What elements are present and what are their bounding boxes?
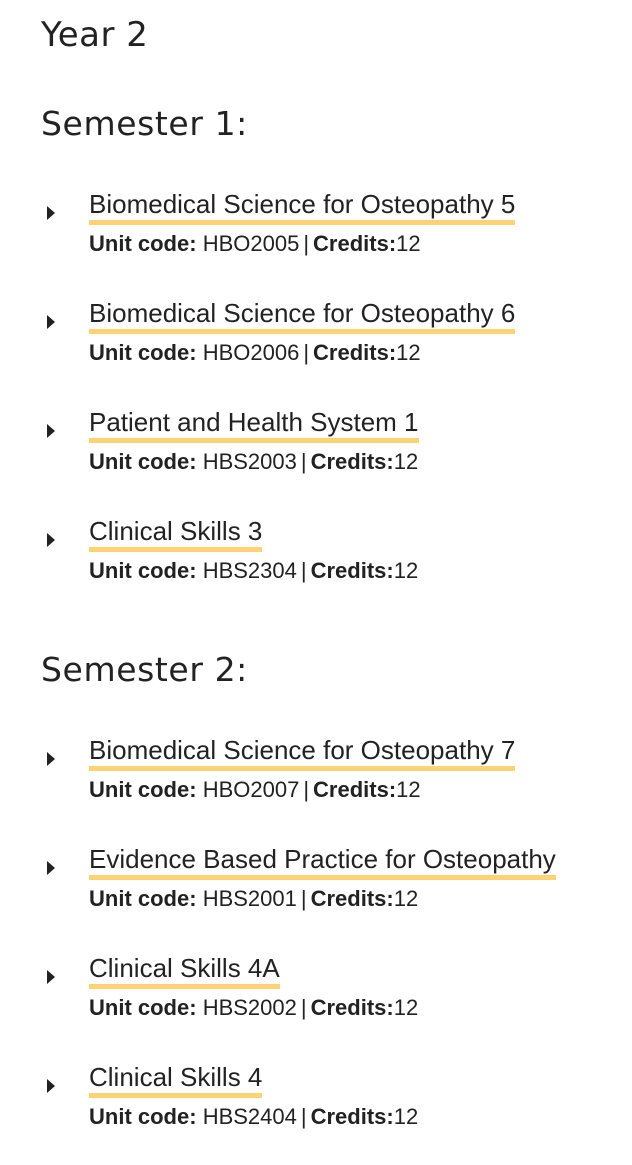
unit-item [0,298,632,401]
unit-link[interactable]: Biomedical Science for Osteopathy 5 [89,188,515,225]
caret-right-icon[interactable] [47,424,55,438]
unit-code-label: Unit code: [89,995,197,1020]
unit-code-value: HBO2006 [202,340,300,365]
unit-link[interactable]: Patient and Health System 1 [89,406,419,443]
unit-code-label: Unit code: [89,558,197,583]
unit-meta [89,1103,418,1131]
unit-item [0,735,632,838]
unit-meta [89,448,418,476]
credits-value: 12 [393,886,419,911]
unit-item [0,516,632,619]
credits-label: Credits: [310,558,394,583]
credits-label: Credits: [310,1104,394,1129]
unit-code-label: Unit code: [89,231,197,256]
unit-code-label: Unit code: [89,340,197,365]
unit-link[interactable]: Biomedical Science for Osteopathy 7 [89,734,515,771]
unit-link[interactable]: Clinical Skills 4 [89,1061,262,1098]
unit-code-value: HBS2404 [202,1104,297,1129]
credits-label: Credits: [310,449,394,474]
meta-separator: | [300,995,307,1020]
meta-separator: | [303,777,310,802]
credits-label: Credits: [310,886,394,911]
unit-code-label: Unit code: [89,886,197,911]
unit-link[interactable]: Evidence Based Practice for Osteopathy [89,843,556,880]
caret-right-icon[interactable] [47,206,55,220]
unit-code-value: HBS2002 [202,995,297,1020]
unit-code-label: Unit code: [89,449,197,474]
caret-right-icon[interactable] [47,970,55,984]
unit-code-value: HBS2304 [202,558,297,583]
unit-meta [89,230,421,258]
unit-item [0,844,632,947]
unit-meta [89,557,418,585]
credits-label: Credits: [313,777,397,802]
unit-item [0,1062,632,1165]
unit-code-label: Unit code: [89,777,197,802]
credits-value: 12 [393,558,419,583]
unit-link[interactable]: Clinical Skills 3 [89,515,262,552]
unit-code-label: Unit code: [89,1104,197,1129]
credits-value: 12 [393,449,419,474]
caret-right-icon[interactable] [47,752,55,766]
year-heading: Year 2 [41,15,149,55]
credits-value: 12 [393,995,419,1020]
unit-meta [89,776,421,804]
credits-label: Credits: [310,995,394,1020]
meta-separator: | [300,558,307,583]
unit-code-value: HBS2001 [202,886,297,911]
unit-link[interactable]: Clinical Skills 4A [89,952,280,989]
unit-meta [89,339,421,367]
unit-meta [89,994,418,1022]
credits-label: Credits: [313,231,397,256]
semester-heading: Semester 1: [41,104,248,143]
credits-value: 12 [396,777,421,802]
meta-separator: | [300,886,307,911]
credits-value: 12 [393,1104,419,1129]
credits-label: Credits: [313,340,397,365]
credits-value: 12 [396,340,421,365]
caret-right-icon[interactable] [47,1079,55,1093]
meta-separator: | [300,449,307,474]
credits-value: 12 [396,231,421,256]
unit-meta [89,885,418,913]
unit-item [0,953,632,1056]
meta-separator: | [303,340,310,365]
caret-right-icon[interactable] [47,861,55,875]
unit-link[interactable]: Biomedical Science for Osteopathy 6 [89,297,515,334]
caret-right-icon[interactable] [47,315,55,329]
caret-right-icon[interactable] [47,533,55,547]
semester-heading: Semester 2: [41,650,248,689]
meta-separator: | [303,231,310,256]
unit-code-value: HBO2005 [202,231,300,256]
meta-separator: | [300,1104,307,1129]
unit-code-value: HBO2007 [202,777,300,802]
unit-code-value: HBS2003 [202,449,297,474]
unit-item [0,189,632,292]
unit-item [0,407,632,510]
